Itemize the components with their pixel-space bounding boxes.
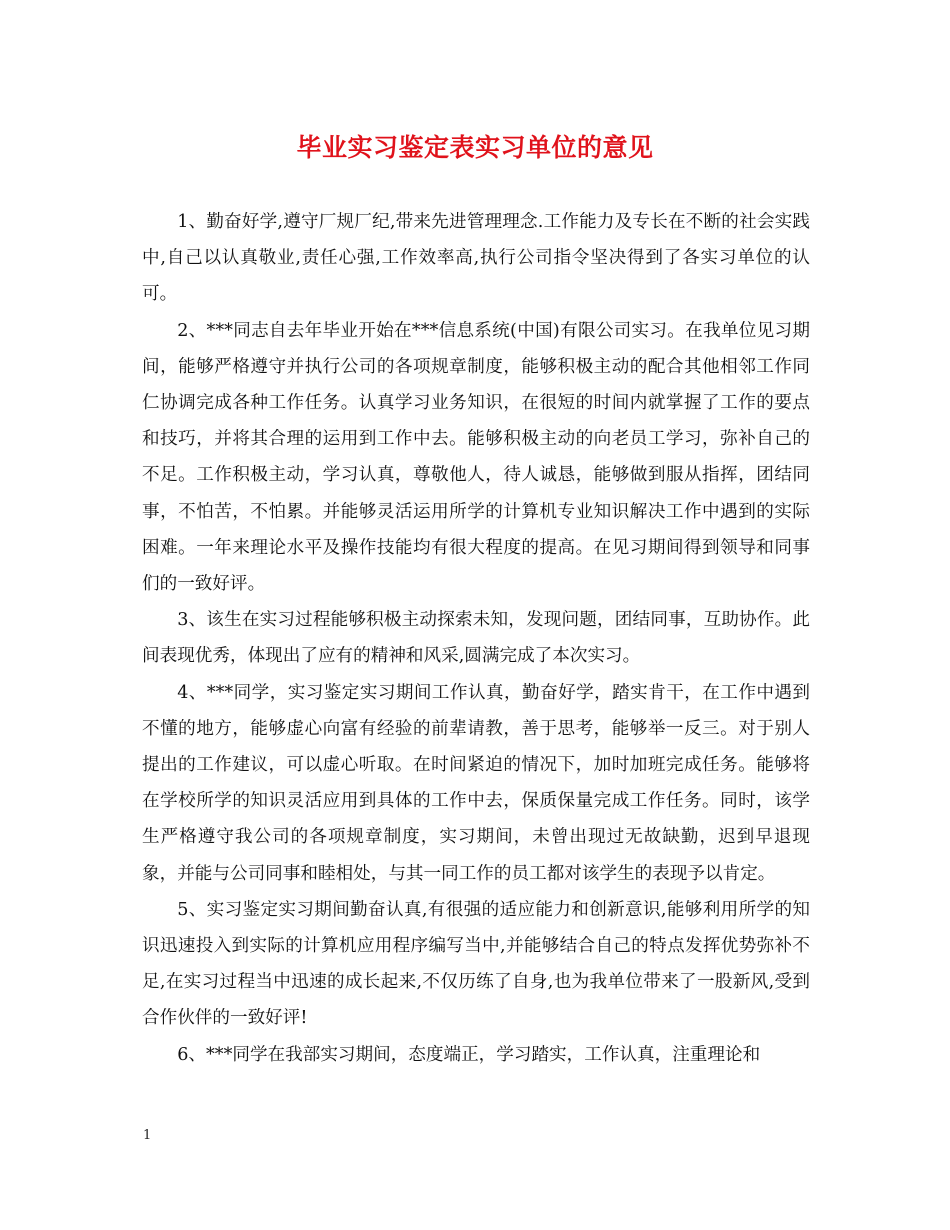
paragraph-5: 5、实习鉴定实习期间勤奋认真,有很强的适应能力和创新意识,能够利用所学的知识迅速投入到实际的计算机应用程序编写当中,并能够结合自己的特点发挥优势弥补不足,在实习过程当中迅速的成长起来,不仅历练了自身,也为我单位带来了一股新风,受到合作伙伴的一致好评! xyxy=(142,899,810,1029)
document-title: 毕业实习鉴定表实习单位的意见 xyxy=(296,133,654,162)
page-number: 1 xyxy=(143,1128,152,1143)
document-body xyxy=(142,204,810,1073)
paragraph-3: 3、该生在实习过程能够积极主动探索未知，发现问题，团结同事，互助协作。此间表现优秀，体现出了应有的精神和风采,圆满完成了本次实习。 xyxy=(142,610,810,667)
paragraph-1: 1、勤奋好学,遵守厂规厂纪,带来先进管理理念.工作能力及专长在不断的社会实践中,自己以认真敬业,责任心强,工作效率高,执行公司指令坚决得到了各实习单位的认可。 xyxy=(142,212,810,305)
paragraph-4: 4、***同学，实习鉴定实习期间工作认真，勤奋好学，踏实肯干，在工作中遇到不懂的地方，能够虚心向富有经验的前辈请教，善于思考，能够举一反三。对于别人提出的工作建议，可以虚心听取。在时间紧迫的情况下，加时加班完成任务。能够将在学校所学的知识灵活应用到具体的工作中去，保质保量完成工作任务。同时，该学生严格遵守我公司的各项规章制度，实习期间，未曾出现过无故缺勤，迟到早退现象，并能与公司同事和睦相处，与其一同工作的员工都对该学生的表现予以肯定。 xyxy=(142,682,810,884)
paragraph-6: 6、***同学在我部实习期间，态度端正，学习踏实，工作认真，注重理论和 xyxy=(177,1044,761,1065)
paragraph-2: 2、***同志自去年毕业开始在***信息系统(中国)有限公司实习。在我单位见习期间，能够严格遵守并执行公司的各项规章制度，能够积极主动的配合其他相邻工作同仁协调完成各种工作任务。认真学习业务知识，在很短的时间内就掌握了工作的要点和技巧，并将其合理的运用到工作中去。能够积极主动的向老员工学习，弥补自己的不足。工作积极主动，学习认真，尊敬他人，待人诚恳，能够做到服从指挥，团结同事，不怕苦，不怕累。并能够灵活运用所学的计算机专业知识解决工作中遇到的实际困难。一年来理论水平及操作技能均有很大程度的提高。在见习期间得到领导和同事们的一致好评。 xyxy=(142,320,810,595)
